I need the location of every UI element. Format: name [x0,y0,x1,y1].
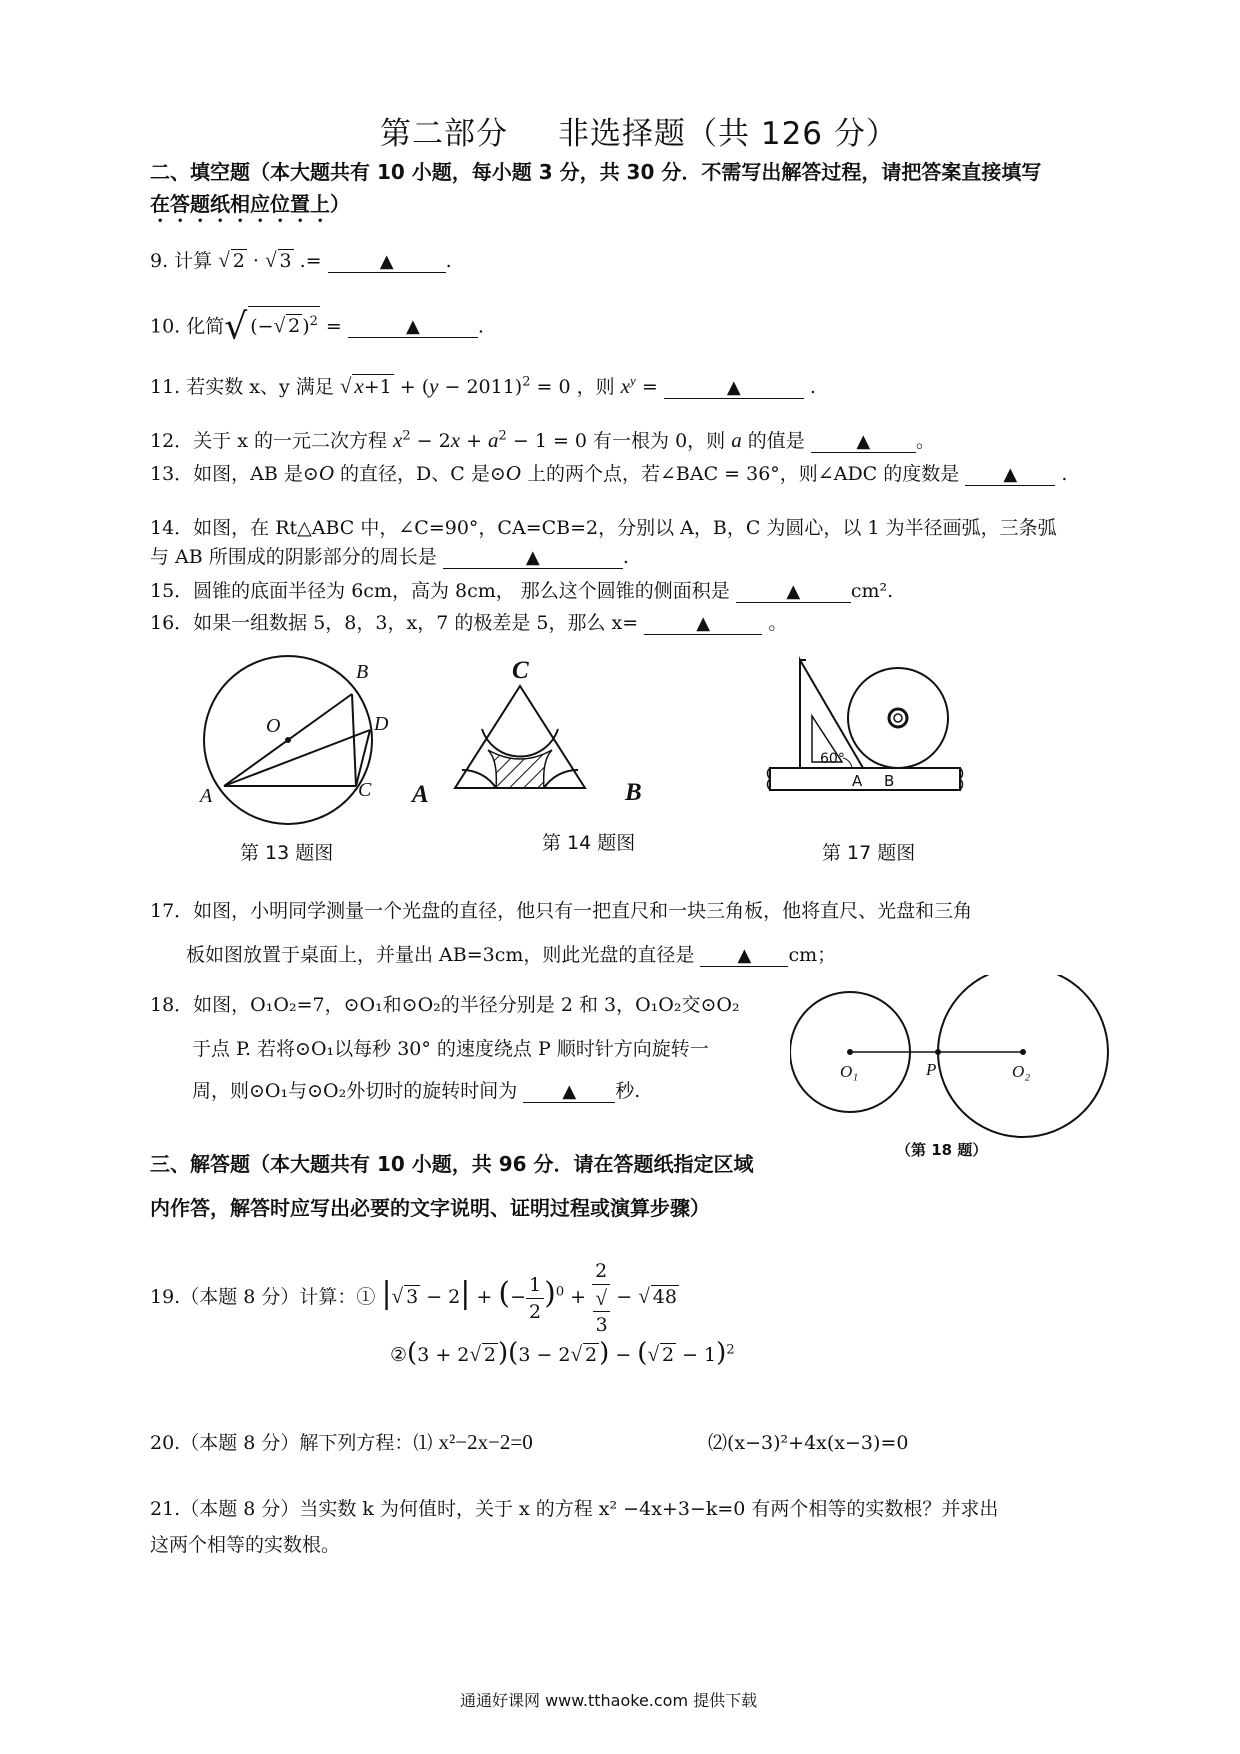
fig13-label-B: B [356,661,369,683]
question-21-line1: 21.（本题 8 分）当实数 k 为何值时，关于 x 的方程 x² −4x+3−k=0 有两个相等的实数根？并求出 [150,1498,999,1520]
fig13-caption: 第 13 题图 [240,842,334,864]
question-11: 11. 若实数 x、y 满足 √ $x+1 + (y - 2011)^2 = 0$ ，则 $x^y$ = ▲ . [150,373,816,398]
answer-triangle-icon: ▲ [379,251,394,272]
fig18-label-O2: O₂ [1012,1062,1031,1081]
answer-blank-10[interactable]: ▲ [348,316,478,338]
title-sub: 非选择题（共 126 分） [558,116,898,152]
fig17-label-angle: 60° [820,751,845,767]
fig14-label-B: B [625,779,642,806]
section3-heading-line2: 内作答，解答时应写出必要的文字说明、证明过程或演算步骤） [150,1196,710,1220]
answer-blank-17[interactable]: ▲ [700,945,788,967]
figure-18 [790,975,1110,1175]
answer-blank-15[interactable]: ▲ [736,581,851,603]
question-12: 12．关于 x 的一元二次方程 $x^2 - 2x + a^2 - 1 = 0$ 有一根为 0，则 a 的值是 ▲ 。 [150,428,935,452]
q20-eq1: x²−2x−2=0 [438,1430,533,1454]
question-18-line3: 周，则⊙O₁与⊙O₂外切时的旋转时间为 ▲ 秒. [192,1080,641,1102]
answer-blank-18[interactable]: ▲ [523,1081,615,1103]
fig14-label-A: A [412,781,429,808]
q19-label: 19.（本题 8 分）计算：① [150,1286,376,1308]
section2-heading-line1: 二、填空题（本大题共有 10 小题，每小题 3 分，共 30 分．不需写出解答过程，请把答案直接填写 [150,160,1042,184]
page-title [380,108,898,153]
answer-blank-13[interactable]: ▲ [965,464,1055,486]
answer-blank-14[interactable]: ▲ [443,547,623,569]
question-10: 10. 化简√ (−√ 2 )$^2$ = ▲ . [150,306,484,348]
fig13-label-O: O [266,715,281,737]
fig14-label-C: C [512,657,529,684]
fig17-caption: 第 17 题图 [822,842,916,864]
answer-blank-16[interactable]: ▲ [644,613,762,635]
question-9: 9. 计算 √ 2 · √ 3 .= ▲ . [150,248,452,272]
figure-17 [768,660,963,790]
question-17-line2: 板如图放置于桌面上，并量出 AB=3cm，则此光盘的直径是 ▲ cm； [186,944,837,966]
q20-eq2: ⑵(x−3)²+4x(x−3)=0 [708,1432,909,1454]
question-19-part2: ②(3 + 2√ 2)(3 − 2√ 2) − (√ 2 − 1)$^2$ [390,1338,735,1368]
question-14-line1: 14．如图，在 Rt△ABC 中，∠C=90°，CA=CB=2，分别以 A，B，C 为圆心，以 1 为半径画弧，三条弧 [150,517,1057,539]
question-19 [150,1258,679,1338]
answer-blank-12[interactable]: ▲ [811,431,916,453]
fig14-caption: 第 14 题图 [542,832,636,854]
question-13: 13．如图，AB 是⊙O 的直径，D、C 是⊙O 上的两个点，若∠BAC = 36°，则∠ADC 的度数是 ▲ . [150,461,1068,485]
question-17-line1: 17．如图，小明同学测量一个光盘的直径，他只有一把直尺和一块三角板，他将直尺、光盘和三角 [150,900,973,922]
fig17-label-B: B [884,772,895,790]
answer-blank-9[interactable] [328,251,446,273]
fig18-caption: （第 18 题） [896,1141,988,1159]
fig17-label-A: A [852,772,863,790]
fig13-label-A: A [200,785,213,807]
question-18-line2: 于点 P. 若将⊙O₁以每秒 30° 的速度绕点 P 顺时针方向旋转一 [192,1038,709,1060]
figure-13 [198,656,389,824]
question-20: 20.（本题 8 分）解下列方程：⑴ x²−2x−2=0 [150,1430,533,1454]
title-part: 第二部分 [380,116,508,152]
question-21-line2: 这两个相等的实数根。 [150,1534,341,1556]
figure-14 [410,657,642,808]
answer-blank-11[interactable]: ▲ [664,377,804,399]
fig13-label-C: C [358,779,372,801]
question-14-line2: 与 AB 所围成的阴影部分的周长是 ▲ . [150,546,629,568]
fig18-label-O1: O₁ [840,1062,859,1081]
question-18-line1: 18．如图，O₁O₂=7，⊙O₁和⊙O₂的半径分别是 2 和 3，O₁O₂交⊙O₂ [150,994,740,1016]
fig18-label-P: P [926,1060,937,1079]
section2-heading-line2: 在答题纸相应位置上） [150,192,350,216]
question-16: 16．如果一组数据 5，8，3，x，7 的极差是 5，那么 x= ▲ 。 [150,612,788,634]
fig13-label-D: D [374,713,389,735]
question-15: 15．圆锥的底面半径为 6cm，高为 8cm， 那么这个圆锥的侧面积是 ▲ cm². [150,580,894,602]
section3-heading-line1: 三、解答题（本大题共有 10 小题，共 96 分．请在答题纸指定区域 [150,1152,754,1176]
page-footer: 通通好课网 www.tthaoke.com 提供下载 [460,1691,758,1710]
q19-part1-rendered: |√ 3 − 2| + (− $\frac{1}{2}$ )$^0$ + 2 √ 3 − √ 48 [381,1260,677,1336]
